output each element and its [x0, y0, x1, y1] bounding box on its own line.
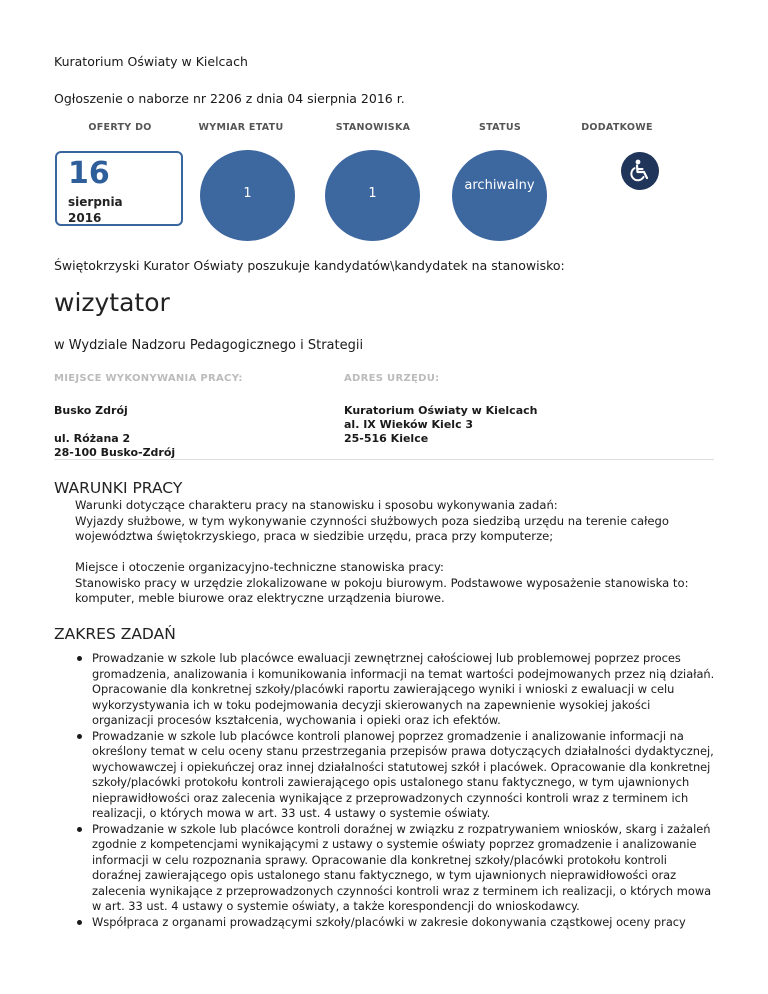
wheelchair-icon: [621, 152, 659, 190]
conditions-heading: WARUNKI PRACY: [54, 479, 183, 497]
status-value: archiwalny: [464, 178, 535, 193]
tasks-list: [75, 651, 735, 930]
location-postal: 28-100 Busko-Zdrój: [54, 446, 176, 459]
location-city: Busko Zdrój: [54, 404, 128, 417]
etat-value: 1: [243, 186, 252, 201]
stat-header-offers: OFERTY DO: [88, 122, 152, 133]
offer-deadline-year: 2016: [68, 211, 102, 225]
stat-header-status: STATUS: [478, 122, 522, 133]
announcement-number: Ogłoszenie o naborze nr 2206 z dnia 04 sierpnia 2016 r.: [54, 91, 405, 106]
department-name: w Wydziale Nadzoru Pedagogicznego i Strategii: [54, 338, 364, 353]
office-name: Kuratorium Oświaty w Kielcach: [344, 404, 538, 417]
conditions-line: komputer, meble biurowe oraz elektryczne urządzenia biurowe.: [75, 591, 445, 605]
positions-circle: [325, 150, 420, 241]
section-divider: [54, 459, 714, 460]
tasks-heading: ZAKRES ZADAŃ: [54, 625, 176, 643]
list-item: Prowadzanie w szkole lub placówce kontroli planowej poprzez gromadzenie i analizowanie informacji na określony temat w celu oceny stanu przestrzegania przepisów prawa dotyczących działalności dydaktycznej, wychowawczej i opiekuńczej oraz innej działalności statutowej szkół i placówek. Opracowanie dla konkretnej szkoły/placówki protokołu kontroli zawierającego opis ustalonego stanu faktycznego, w tym ujawnionych nieprawidłowości oraz zalecenia wynikające z przeprowadzonych czynności kontroli wraz z terminem ich realizacji, o których mowa w art. 33 ust. 4 ustawy o systemie oświaty.: [75, 729, 735, 822]
stat-header-etat: WYMIAR ETATU: [198, 122, 284, 133]
etat-circle: [200, 150, 295, 241]
conditions-line: Miejsce i otoczenie organizacyjno-techniczne stanowiska pracy:: [75, 560, 444, 574]
intro-text: Świętokrzyski Kurator Oświaty poszukuje kandydatów\kandydatek na stanowisko:: [54, 258, 565, 273]
conditions-line: województwa świętokrzyskiego, praca w siedzibie urzędu, praca przy komputerze;: [75, 529, 554, 543]
stat-header-positions: STANOWISKA: [335, 122, 411, 133]
list-item: Współpraca z organami prowadzącymi szkoły/placówki w zakresie dokonywania cząstkowej oceny pracy: [75, 915, 735, 931]
list-item: Prowadzanie w szkole lub placówce kontroli doraźnej w związku z rozpatrywaniem wniosków, skarg i zażaleń zgodnie z kompetencjami wynikającymi z ustawy o systemie oświaty poprzez gromadzenie i analizowanie informacji w celu rozpoznania sprawy. Opracowanie dla konkretnej szkoły/placówki protokołu kontroli doraźnej zawierającego opis ustalonego stanu faktycznego, w tym ujawnionych nieprawidłowości oraz zalecenia wynikające z przeprowadzonych czynności kontroli wraz z terminem ich realizacji, o których mowa w art. 33 ust. 4 ustawy o systemie oświaty, a także korespondencji do wnioskodawcy.: [75, 822, 735, 915]
status-circle: [452, 150, 547, 241]
conditions-line: Warunki dotyczące charakteru pracy na stanowisku i sposobu wykonywania zadań:: [75, 498, 558, 512]
office-postal: 25-516 Kielce: [344, 432, 429, 445]
location-label: MIEJSCE WYKONYWANIA PRACY:: [54, 373, 243, 384]
offer-deadline-day: 16: [68, 156, 110, 191]
conditions-line: [75, 545, 688, 561]
list-item: Prowadzanie w szkole lub placówce ewaluacji zewnętrznej całościowej lub problemowej poprzez proces gromadzenia, analizowania i komunikowania informacji na temat wartości podejmowanych przez nią działań. Opracowanie dla konkretnej szkoły/placówki raportu zawierającego wyniki i wnioski z ewaluacji w celu wykorzystywania ich w toku podejmowania decyzji skierowanych na zapewnienie wysokiej jakości organizacji procesów kształcenia, wychowania i opieki oraz ich efektów.: [75, 651, 735, 729]
positions-value: 1: [368, 186, 377, 201]
institution-name: Kuratorium Oświaty w Kielcach: [54, 54, 248, 69]
conditions-line: Wyjazdy służbowe, w tym wykonywanie czynności służbowych poza siedzibą urzędu na terenie całego: [75, 513, 669, 528]
office-street: al. IX Wieków Kielc 3: [344, 418, 474, 431]
offer-deadline-month: sierpnia: [68, 195, 123, 209]
job-title: wizytator: [54, 288, 170, 317]
conditions-text: [75, 498, 688, 607]
offer-deadline-box: [55, 151, 183, 226]
conditions-line: Stanowisko pracy w urzędzie zlokalizowane w pokoju biurowym. Podstawowe wyposażenie stanowiska to:: [75, 575, 689, 590]
office-label: ADRES URZĘDU:: [344, 373, 440, 384]
location-street: ul. Różana 2: [54, 432, 131, 445]
stat-header-extra: DODATKOWE: [581, 122, 653, 133]
